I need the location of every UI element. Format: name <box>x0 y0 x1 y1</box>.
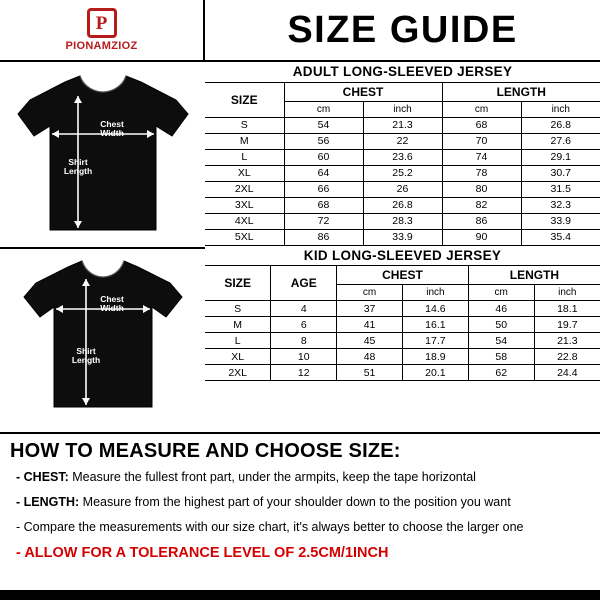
kid-header-length: LENGTH <box>468 266 600 285</box>
kid-header-chest: CHEST <box>337 266 469 285</box>
cell-length-cm: 68 <box>442 117 521 133</box>
kid-chest-label-line1: Chest <box>100 294 124 304</box>
kid-table-title: KID LONG-SLEEVED JERSEY <box>205 246 600 266</box>
kid-jersey-image <box>0 247 205 432</box>
cell-age: 4 <box>271 301 337 317</box>
cell-length-inch: 21.3 <box>534 333 600 349</box>
cell-chest-cm: 48 <box>337 349 403 365</box>
cell-length-inch: 22.8 <box>534 349 600 365</box>
cell-size: S <box>205 301 271 317</box>
kid-subheader-length-cm: cm <box>468 285 534 301</box>
cell-length-cm: 80 <box>442 181 521 197</box>
adult-subheader-length-cm: cm <box>442 101 521 117</box>
cell-length-inch: 35.4 <box>521 229 600 245</box>
cell-size: L <box>205 333 271 349</box>
adult-header-chest: CHEST <box>284 82 442 101</box>
kid-length-label-line1: Shirt <box>76 346 96 356</box>
adult-table-title: ADULT LONG-SLEEVED JERSEY <box>205 62 600 82</box>
cell-age: 10 <box>271 349 337 365</box>
cell-size: M <box>205 133 284 149</box>
adult-subheader-chest-cm: cm <box>284 101 363 117</box>
cell-chest-cm: 51 <box>337 365 403 381</box>
kid-subheader-chest-cm: cm <box>337 285 403 301</box>
kid-table-title-row <box>205 246 600 266</box>
page-title-wrap <box>205 0 600 61</box>
page-header <box>0 0 600 62</box>
cell-length-cm: 70 <box>442 133 521 149</box>
adult-subheader-length-inch: inch <box>521 101 600 117</box>
note-tolerance: - ALLOW FOR A TOLERANCE LEVEL OF 2.5CM/1INCH <box>16 545 389 561</box>
cell-chest-cm: 56 <box>284 133 363 149</box>
brand-logo-icon <box>87 8 117 38</box>
note-length-text: Measure from the highest part of your shoulder down to the position you want <box>79 495 511 509</box>
brand-block <box>0 0 205 61</box>
table-row <box>205 213 600 229</box>
cell-length-cm: 86 <box>442 213 521 229</box>
cell-age: 8 <box>271 333 337 349</box>
table-row <box>205 333 600 349</box>
cell-size: L <box>205 149 284 165</box>
cell-length-cm: 50 <box>468 317 534 333</box>
adult-subheader-chest-inch: inch <box>363 101 442 117</box>
cell-chest-inch: 18.9 <box>402 349 468 365</box>
brand-name: PIONAMZIOZ <box>65 40 138 52</box>
cell-chest-cm: 60 <box>284 149 363 165</box>
cell-age: 6 <box>271 317 337 333</box>
cell-length-inch: 33.9 <box>521 213 600 229</box>
table-row <box>205 349 600 365</box>
adult-jersey-image <box>0 62 205 247</box>
cell-size: S <box>205 117 284 133</box>
kid-group-header-row <box>205 266 600 285</box>
table-row <box>205 365 600 381</box>
cell-length-inch: 19.7 <box>534 317 600 333</box>
adult-jersey-illustration <box>10 70 196 240</box>
note-compare: - Compare the measurements with our size chart, it's always better to choose the larger one <box>16 520 524 534</box>
cell-length-cm: 58 <box>468 349 534 365</box>
cell-chest-inch: 17.7 <box>402 333 468 349</box>
cell-length-cm: 78 <box>442 165 521 181</box>
adult-header-length: LENGTH <box>442 82 600 101</box>
cell-chest-cm: 68 <box>284 197 363 213</box>
table-row <box>205 133 600 149</box>
kid-subheader-chest-inch: inch <box>402 285 468 301</box>
kid-length-label-line2: Length <box>71 355 101 366</box>
note-chest-text: Measure the fullest front part, under the armpits, keep the tape horizontal <box>68 470 476 484</box>
cell-chest-inch: 28.3 <box>363 213 442 229</box>
cell-chest-cm: 66 <box>284 181 363 197</box>
cell-chest-inch: 16.1 <box>402 317 468 333</box>
cell-length-inch: 29.1 <box>521 149 600 165</box>
kid-subheader-length-inch: inch <box>534 285 600 301</box>
table-row <box>205 229 600 245</box>
cell-length-inch: 24.4 <box>534 365 600 381</box>
cell-size: XL <box>205 349 271 365</box>
cell-chest-inch: 26 <box>363 181 442 197</box>
table-row <box>205 197 600 213</box>
how-to-measure-section <box>0 432 600 600</box>
adult-chest-label-line2: Width <box>100 128 124 139</box>
kid-header-size: SIZE <box>205 266 271 301</box>
footer-bar <box>0 590 600 600</box>
body-area <box>0 62 600 432</box>
adult-length-label-line1: Shirt <box>68 157 88 167</box>
cell-size: 2XL <box>205 181 284 197</box>
cell-length-cm: 46 <box>468 301 534 317</box>
cell-length-cm: 54 <box>468 333 534 349</box>
cell-length-inch: 32.3 <box>521 197 600 213</box>
cell-length-inch: 31.5 <box>521 181 600 197</box>
cell-chest-inch: 23.6 <box>363 149 442 165</box>
cell-chest-inch: 14.6 <box>402 301 468 317</box>
cell-size: 2XL <box>205 365 271 381</box>
cell-chest-cm: 41 <box>337 317 403 333</box>
adult-group-header-row <box>205 82 600 101</box>
cell-chest-cm: 86 <box>284 229 363 245</box>
cell-size: M <box>205 317 271 333</box>
jersey-image-column <box>0 62 205 432</box>
table-row <box>205 317 600 333</box>
cell-chest-inch: 26.8 <box>363 197 442 213</box>
cell-chest-inch: 22 <box>363 133 442 149</box>
note-length <box>16 495 590 510</box>
adult-header-size: SIZE <box>205 82 284 117</box>
cell-chest-inch: 21.3 <box>363 117 442 133</box>
cell-chest-cm: 45 <box>337 333 403 349</box>
cell-chest-cm: 54 <box>284 117 363 133</box>
kid-size-table <box>205 246 600 382</box>
adult-chest-label-line1: Chest <box>100 119 124 129</box>
cell-age: 12 <box>271 365 337 381</box>
table-row <box>205 181 600 197</box>
cell-length-inch: 30.7 <box>521 165 600 181</box>
table-row <box>205 165 600 181</box>
note-chest <box>16 470 590 485</box>
cell-length-cm: 82 <box>442 197 521 213</box>
cell-chest-inch: 25.2 <box>363 165 442 181</box>
adult-table-title-row <box>205 62 600 82</box>
cell-chest-inch: 20.1 <box>402 365 468 381</box>
kid-jersey-illustration <box>10 257 196 427</box>
size-tables-column <box>205 62 600 432</box>
cell-length-cm: 90 <box>442 229 521 245</box>
cell-chest-cm: 37 <box>337 301 403 317</box>
cell-length-inch: 18.1 <box>534 301 600 317</box>
cell-size: 4XL <box>205 213 284 229</box>
cell-length-cm: 74 <box>442 149 521 165</box>
cell-size: XL <box>205 165 284 181</box>
cell-size: 3XL <box>205 197 284 213</box>
cell-length-inch: 26.8 <box>521 117 600 133</box>
kid-chest-label-line2: Width <box>100 303 124 314</box>
cell-chest-cm: 72 <box>284 213 363 229</box>
cell-chest-cm: 64 <box>284 165 363 181</box>
adult-size-table <box>205 62 600 246</box>
note-chest-label: - CHEST: <box>16 470 69 484</box>
cell-length-inch: 27.6 <box>521 133 600 149</box>
table-row <box>205 301 600 317</box>
brand-logo-letter: P <box>95 12 108 34</box>
cell-length-cm: 62 <box>468 365 534 381</box>
note-length-label: - LENGTH: <box>16 495 80 509</box>
table-row <box>205 149 600 165</box>
page-title: SIZE GUIDE <box>287 8 518 51</box>
table-row <box>205 117 600 133</box>
kid-header-age: AGE <box>271 266 337 301</box>
cell-chest-inch: 33.9 <box>363 229 442 245</box>
cell-size: 5XL <box>205 229 284 245</box>
how-to-measure-title: HOW TO MEASURE AND CHOOSE SIZE: <box>10 440 401 462</box>
adult-length-label-line2: Length <box>63 166 93 177</box>
